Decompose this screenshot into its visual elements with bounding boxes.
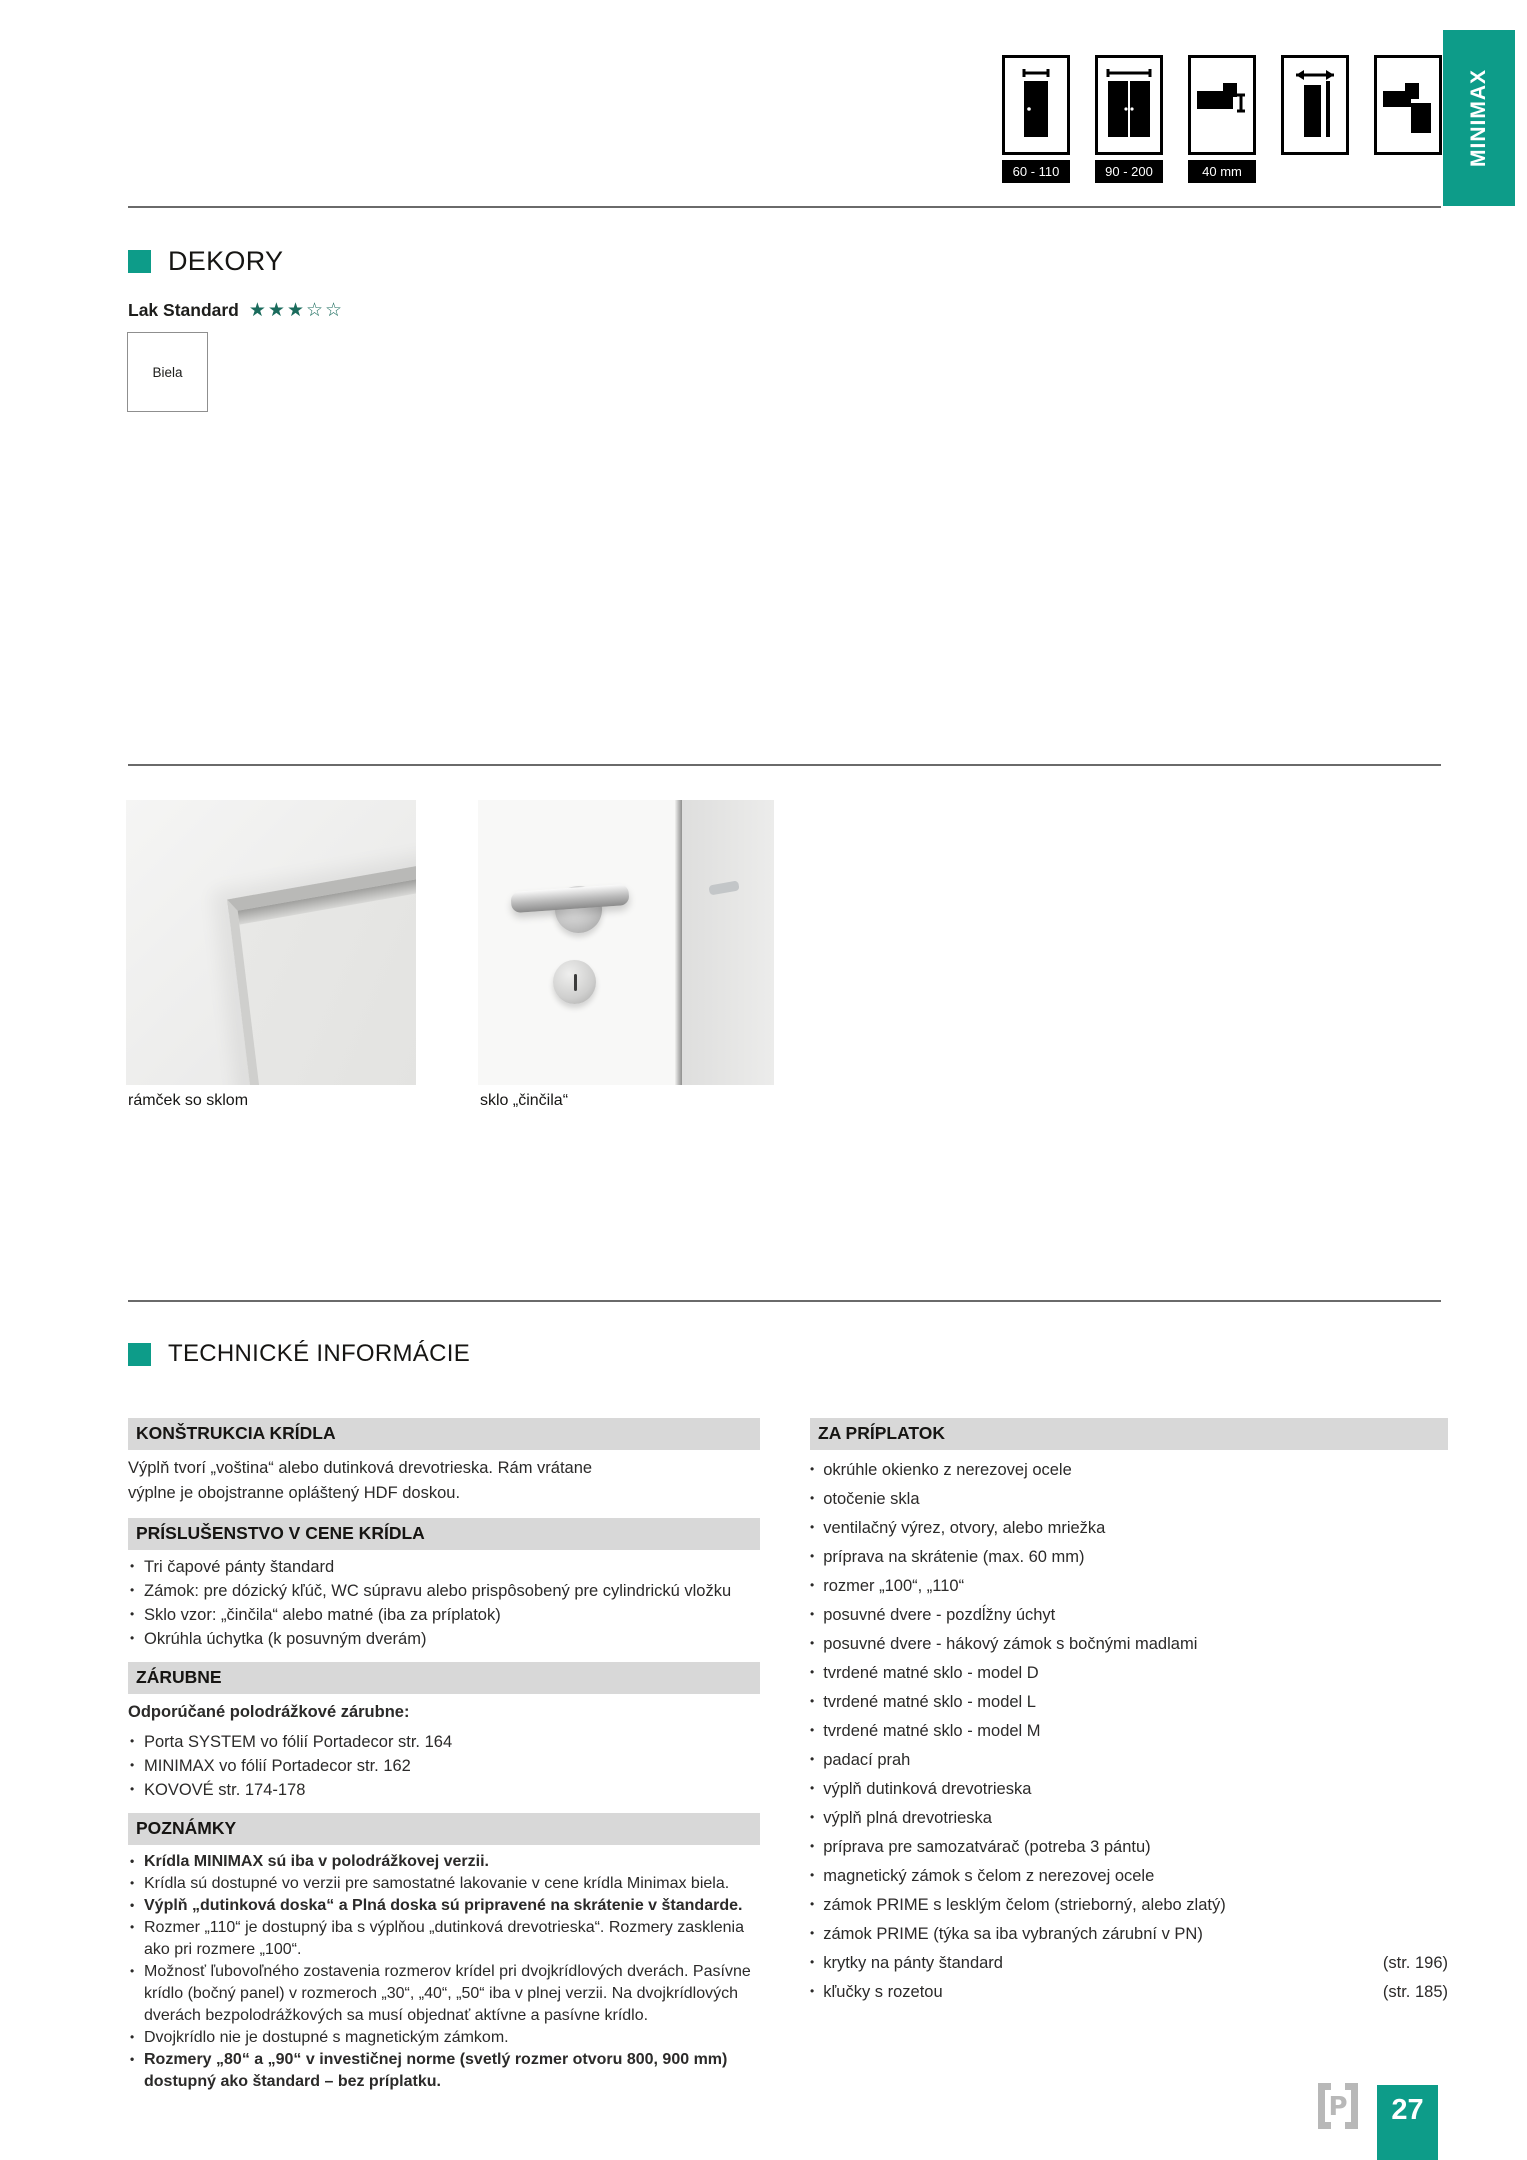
- list-item: • kľučky s rozetou (str. 185): [810, 1978, 1448, 2007]
- list-item: • Možnosť ľubovoľného zostavenia rozmerov krídel pri dvojkrídlových dverách. Pasívne krídlo (bočný panel) v rozmeroch „30“, „40“, „50“ iba v plnej verzii. Na dvojkrídlových dverách bezpolodrážkových sa musí objednať aktívne a pasívne krídlo.: [128, 1961, 760, 2027]
- tech-right-column: [810, 1418, 1448, 2007]
- heading-square-icon: [128, 1343, 151, 1366]
- series-tab-label: MINIMAX: [1467, 69, 1490, 167]
- wall: [682, 800, 774, 1085]
- tech-left-column: [128, 1418, 760, 2093]
- tech-heading: [128, 1340, 470, 1368]
- zarubne-list: [128, 1730, 760, 1802]
- spec-sliding-door: [1281, 55, 1349, 183]
- spec-icon-row: [1002, 55, 1442, 183]
- list-item: • Výplň „dutinková doska“ a Plná doska sú pripravené na skrátenie v štandarde.: [128, 1895, 760, 1917]
- list-item: • padací prah: [810, 1746, 1448, 1775]
- star-rating: ★★★☆☆: [248, 300, 345, 321]
- section-bar-poznamky: POZNÁMKY: [128, 1813, 760, 1845]
- list-item: • posuvné dvere - pozdĺžny úchyt: [810, 1601, 1448, 1630]
- spec-thickness: [1188, 55, 1256, 183]
- door-thickness-icon: [1188, 55, 1256, 155]
- list-item: • príprava na skrátenie (max. 60 mm): [810, 1543, 1448, 1572]
- list-item: • MINIMAX vo fólií Portadecor str. 162: [128, 1754, 760, 1778]
- photo-caption-1: rámček so sklom: [128, 1092, 249, 1109]
- list-item: • tvrdené matné sklo - model D: [810, 1659, 1448, 1688]
- photo-chinchilla-glass: [478, 800, 774, 1085]
- prislusenstvo-list: [128, 1555, 760, 1651]
- rebate-profile-icon: [1374, 55, 1442, 155]
- list-item: • Zámok: pre dózický kľúč, WC súpravu alebo prispôsobený pre cylindrickú vložku: [128, 1579, 760, 1603]
- sliding-door-icon: [1281, 55, 1349, 155]
- page-number: 27: [1391, 2094, 1424, 2126]
- spec-double-door: [1095, 55, 1163, 183]
- finish-row: [128, 300, 344, 321]
- series-tab-minimax: [1443, 30, 1515, 206]
- door-thickness-label: 40 mm: [1188, 160, 1256, 183]
- list-item: • Rozmer „110“ je dostupný iba s výplňou „dutinková drevotrieska“. Rozmery zasklenia ako pri rozmere „100“.: [128, 1917, 760, 1961]
- zarubne-intro: Odporúčané polodrážkové zárubne:: [128, 1703, 410, 1721]
- za-priplatok-list: [810, 1456, 1448, 2007]
- keyhole-escutcheon: [553, 960, 596, 1004]
- section-bar-prislusenstvo: PRÍSLUŠENSTVO V CENE KRÍDLA: [128, 1518, 760, 1550]
- section-bar-zarubne: ZÁRUBNE: [128, 1662, 760, 1694]
- divider: [128, 764, 1441, 766]
- poznamky-list: [128, 1851, 760, 2093]
- spec-rebate-profile: [1374, 55, 1442, 183]
- photo-caption-2: sklo „činčila“: [480, 1092, 569, 1109]
- list-item: • Tri čapové pánty štandard: [128, 1555, 760, 1579]
- divider: [128, 206, 1441, 208]
- list-item: • Krídla sú dostupné vo verzii pre samostatné lakovanie v cene krídla Minimax biela.: [128, 1873, 760, 1895]
- list-item: • okrúhle okienko z nerezovej ocele: [810, 1456, 1448, 1485]
- konstrukcia-body: Výplň tvorí „voština“ alebo dutinková drevotrieska. Rám vrátane výplne je obojstranne opláštený HDF doskou.: [128, 1459, 593, 1502]
- single-door-width-icon: [1002, 55, 1070, 155]
- list-item: • Sklo vzor: „činčila“ alebo matné (iba za príplatok): [128, 1603, 760, 1627]
- list-item: • Krídla MINIMAX sú iba v polodrážkovej verzii.: [128, 1851, 760, 1873]
- spec-single-door: [1002, 55, 1070, 183]
- list-item: • Dvojkrídlo nie je dostupné s magnetickým zámkom.: [128, 2027, 760, 2049]
- section-bar-za-priplatok: ZA PRÍPLATOK: [810, 1418, 1448, 1450]
- list-item: • tvrdené matné sklo - model L: [810, 1688, 1448, 1717]
- divider: [128, 1300, 1441, 1302]
- list-item: • ventilačný výrez, otvory, alebo mriežka: [810, 1514, 1448, 1543]
- dekory-heading: [128, 246, 283, 277]
- finish-name: Lak Standard: [128, 300, 239, 320]
- double-door-width-icon: [1095, 55, 1163, 155]
- list-item: • rozmer „100“, „110“: [810, 1572, 1448, 1601]
- photo-frame-with-glass: [126, 800, 416, 1085]
- porta-logo: [1318, 2083, 1358, 2129]
- color-swatch-biela: [127, 332, 208, 412]
- dekory-title: DEKORY: [168, 246, 284, 276]
- swatch-label: Biela: [152, 364, 183, 380]
- list-item: • posuvné dvere - hákový zámok s bočnými madlami: [810, 1630, 1448, 1659]
- page-number-badge: [1377, 2085, 1438, 2160]
- list-item: • otočenie skla: [810, 1485, 1448, 1514]
- list-item: • príprava pre samozatvárač (potreba 3 pántu): [810, 1833, 1448, 1862]
- section-bar-konstrukcia: KONŠTRUKCIA KRÍDLA: [128, 1418, 760, 1450]
- list-item: • krytky na pánty štandard (str. 196): [810, 1949, 1448, 1978]
- list-item: • Okrúhla úchytka (k posuvným dverám): [128, 1627, 760, 1651]
- list-item: • magnetický zámok s čelom z nerezovej ocele: [810, 1862, 1448, 1891]
- svg-text:P: P: [1328, 2092, 1348, 2122]
- double-door-width-label: 90 - 200: [1095, 160, 1163, 183]
- door-frame-corner: [227, 857, 416, 1085]
- door-edge: [675, 800, 682, 1085]
- heading-square-icon: [128, 250, 151, 273]
- list-item: • tvrdené matné sklo - model M: [810, 1717, 1448, 1746]
- list-item: • Rozmery „80“ a „90“ v investičnej norme (svetlý rozmer otvoru 800, 900 mm) dostupný ako štandard – bez príplatku.: [128, 2049, 760, 2093]
- list-item: • KOVOVÉ str. 174-178: [128, 1778, 760, 1802]
- single-door-width-label: 60 - 110: [1002, 160, 1070, 183]
- list-item: • zámok PRIME s lesklým čelom (strieborný, alebo zlatý): [810, 1891, 1448, 1920]
- list-item: • výplň dutinková drevotrieska: [810, 1775, 1448, 1804]
- tech-title: TECHNICKÉ INFORMÁCIE: [168, 1340, 471, 1367]
- list-item: • výplň plná drevotrieska: [810, 1804, 1448, 1833]
- list-item: • zámok PRIME (týka sa iba vybraných zárubní v PN): [810, 1920, 1448, 1949]
- list-item: • Porta SYSTEM vo fólií Portadecor str. 164: [128, 1730, 760, 1754]
